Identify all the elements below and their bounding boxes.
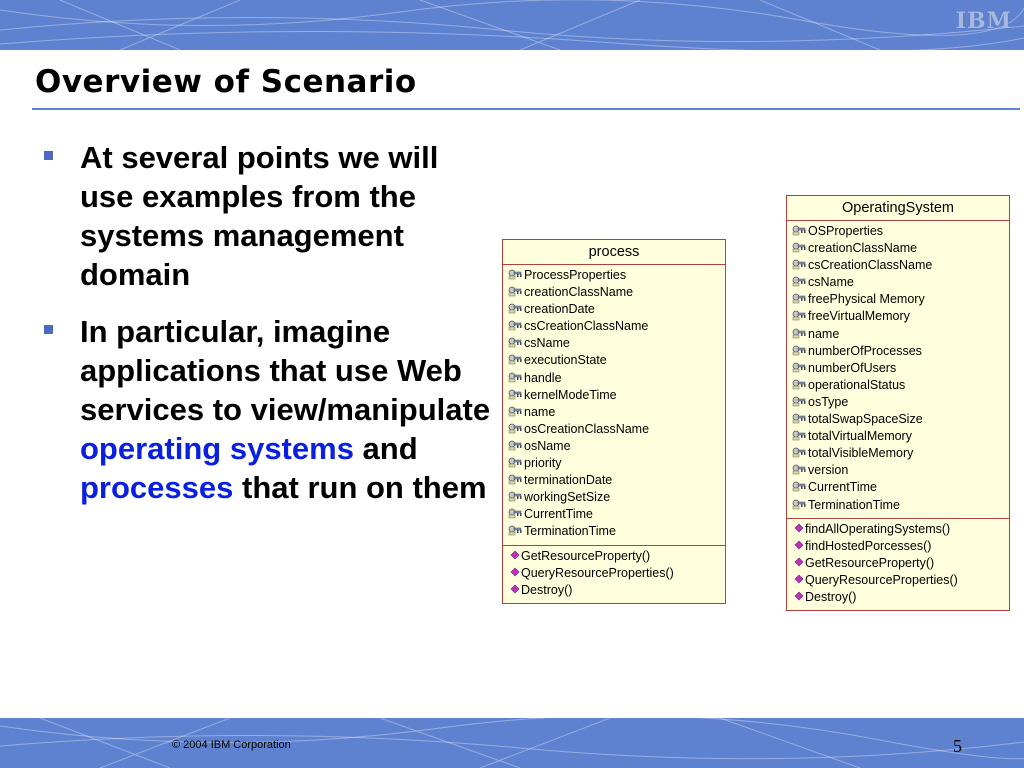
os-attribute: [792, 479, 1009, 496]
attribute-key-icon: [508, 353, 523, 364]
attribute-key-icon: [792, 258, 807, 269]
os-member-label: numberOfProcesses: [808, 343, 922, 358]
os-attribute: [792, 445, 1009, 462]
os-attribute: [792, 343, 1009, 360]
process-member-label: workingSetSize: [524, 490, 611, 505]
os-member-label: GetResourceProperty(): [805, 555, 935, 570]
process-operation: [508, 565, 725, 582]
process-attribute: [508, 455, 725, 472]
operation-diamond-icon: [510, 582, 520, 592]
process-member-label: CurrentTime: [524, 507, 593, 522]
attribute-key-icon: [508, 336, 523, 347]
os-attribute: [792, 411, 1009, 428]
attribute-key-icon: [792, 344, 807, 355]
process-attribute: [508, 421, 725, 438]
os-member-label: operationalStatus: [808, 377, 906, 392]
os-operation: [792, 555, 1009, 572]
os-member-label: freeVirtualMemory: [808, 309, 910, 324]
square-bullet-icon: [44, 325, 53, 334]
operation-diamond-icon: [794, 589, 804, 599]
os-member-label: totalSwapSpaceSize: [808, 412, 923, 427]
process-member-label: handle: [524, 370, 562, 385]
footer-decoration: [0, 718, 1024, 768]
attribute-key-icon: [792, 327, 807, 338]
os-operation: [792, 538, 1009, 555]
process-member-label: creationDate: [524, 302, 595, 317]
attribute-key-icon: [508, 490, 523, 501]
process-attribute: [508, 370, 725, 387]
bullet-text-2c: that run on them: [233, 470, 487, 505]
os-attribute: [792, 240, 1009, 257]
process-attribute: [508, 352, 725, 369]
ibm-logo: IBM: [955, 8, 1012, 34]
process-member-label: kernelModeTime: [524, 387, 617, 402]
os-member-label: csName: [808, 275, 854, 290]
os-attribute: [792, 428, 1009, 445]
operation-diamond-icon: [510, 548, 520, 558]
highlight-operating-systems: operating systems: [80, 431, 354, 466]
title-underline: [32, 108, 1020, 110]
operating-system-operations: [787, 518, 1009, 610]
os-attribute: [792, 377, 1009, 394]
os-attribute: [792, 497, 1009, 514]
process-attributes: [503, 265, 725, 545]
bullet-list: [42, 138, 492, 525]
process-member-label: GetResourceProperty(): [521, 548, 651, 563]
os-member-label: version: [808, 463, 849, 478]
process-member-label: executionState: [524, 353, 607, 368]
operating-system-attributes: [787, 221, 1009, 518]
operation-diamond-icon: [794, 538, 804, 548]
bullet-text-2b: and: [353, 431, 418, 466]
attribute-key-icon: [508, 388, 523, 399]
operation-diamond-icon: [794, 572, 804, 582]
attribute-key-icon: [508, 319, 523, 330]
process-member-label: osCreationClassName: [524, 421, 650, 436]
attribute-key-icon: [508, 507, 523, 518]
os-attribute: [792, 274, 1009, 291]
attribute-key-icon: [508, 268, 523, 279]
process-attribute: [508, 506, 725, 523]
attribute-key-icon: [508, 456, 523, 467]
process-member-label: terminationDate: [524, 473, 613, 488]
os-member-label: totalVirtualMemory: [808, 429, 912, 444]
process-class-name: process: [503, 240, 725, 265]
process-member-label: osName: [524, 438, 571, 453]
slide-title: Overview of Scenario: [35, 64, 417, 100]
attribute-key-icon: [792, 395, 807, 406]
bullet-item-1: [42, 138, 492, 294]
attribute-key-icon: [792, 309, 807, 320]
process-attribute: [508, 404, 725, 421]
page-number: 5: [953, 736, 962, 756]
attribute-key-icon: [792, 275, 807, 286]
attribute-key-icon: [792, 241, 807, 252]
bullet-item-2: [42, 312, 492, 507]
attribute-key-icon: [792, 361, 807, 372]
header-band: [0, 0, 1024, 50]
process-attribute: [508, 523, 725, 540]
operating-system-class-name: OperatingSystem: [787, 196, 1009, 221]
header-decoration: [0, 0, 1024, 50]
process-operation: [508, 582, 725, 599]
attribute-key-icon: [792, 498, 807, 509]
operation-diamond-icon: [794, 555, 804, 565]
operating-system-class-box: [786, 195, 1010, 611]
os-attribute: [792, 394, 1009, 411]
os-member-label: TerminationTime: [808, 497, 900, 512]
process-member-label: QueryResourceProperties(): [521, 565, 674, 580]
attribute-key-icon: [792, 463, 807, 474]
os-member-label: OSProperties: [808, 224, 884, 238]
square-bullet-icon: [44, 151, 53, 160]
attribute-key-icon: [508, 524, 523, 535]
attribute-key-icon: [792, 412, 807, 423]
attribute-key-icon: [792, 446, 807, 457]
os-operation: [792, 589, 1009, 606]
process-member-label: csCreationClassName: [524, 319, 649, 334]
os-attribute: [792, 326, 1009, 343]
process-member-label: name: [524, 404, 556, 419]
attribute-key-icon: [508, 405, 523, 416]
process-operations: [503, 545, 725, 603]
os-member-label: findHostedPorcesses(): [805, 538, 932, 553]
copyright-text: © 2004 IBM Corporation: [172, 739, 291, 751]
process-attribute: [508, 267, 725, 284]
os-member-label: freePhysical Memory: [808, 292, 925, 307]
process-member-label: Destroy(): [521, 582, 573, 597]
process-operation: [508, 548, 725, 565]
attribute-key-icon: [792, 480, 807, 491]
process-member-label: TerminationTime: [524, 524, 616, 539]
footer-band: [0, 718, 1024, 768]
os-member-label: creationClassName: [808, 241, 918, 256]
operation-diamond-icon: [794, 521, 804, 531]
process-member-label: csName: [524, 336, 570, 351]
os-attribute: [792, 462, 1009, 479]
bullet-text-2: In particular, imagine applications that use Web services to view/manipulate: [80, 314, 491, 427]
attribute-key-icon: [792, 429, 807, 440]
process-attribute: [508, 301, 725, 318]
attribute-key-icon: [508, 285, 523, 296]
os-attribute: [792, 291, 1009, 308]
attribute-key-icon: [508, 439, 523, 450]
os-member-label: osType: [808, 394, 849, 409]
process-attribute: [508, 335, 725, 352]
os-member-label: name: [808, 326, 840, 341]
process-member-label: creationClassName: [524, 285, 634, 300]
process-member-label: priority: [524, 456, 562, 471]
os-operation: [792, 521, 1009, 538]
attribute-key-icon: [508, 422, 523, 433]
process-attribute: [508, 489, 725, 506]
attribute-key-icon: [508, 371, 523, 382]
attribute-key-icon: [508, 473, 523, 484]
attribute-key-icon: [792, 224, 807, 235]
process-member-label: ProcessProperties: [524, 268, 627, 282]
os-attribute: [792, 308, 1009, 325]
attribute-key-icon: [508, 302, 523, 313]
process-attribute: [508, 284, 725, 301]
os-operation: [792, 572, 1009, 589]
bullet-text-1: At several points we will use examples from the systems management domain: [80, 140, 439, 292]
os-attribute: [792, 257, 1009, 274]
operation-diamond-icon: [510, 565, 520, 575]
os-member-label: QueryResourceProperties(): [805, 572, 958, 587]
process-attribute: [508, 438, 725, 455]
process-attribute: [508, 318, 725, 335]
os-member-label: numberOfUsers: [808, 360, 897, 375]
process-class-box: [502, 239, 726, 604]
os-member-label: csCreationClassName: [808, 258, 933, 273]
process-attribute: [508, 472, 725, 489]
attribute-key-icon: [792, 292, 807, 303]
os-member-label: totalVisibleMemory: [808, 446, 914, 461]
highlight-processes: processes: [80, 470, 234, 505]
process-attribute: [508, 387, 725, 404]
os-attribute: [792, 223, 1009, 240]
os-member-label: Destroy(): [805, 589, 857, 604]
os-member-label: CurrentTime: [808, 480, 877, 495]
os-member-label: findAllOperatingSystems(): [805, 521, 951, 536]
os-attribute: [792, 360, 1009, 377]
attribute-key-icon: [792, 378, 807, 389]
